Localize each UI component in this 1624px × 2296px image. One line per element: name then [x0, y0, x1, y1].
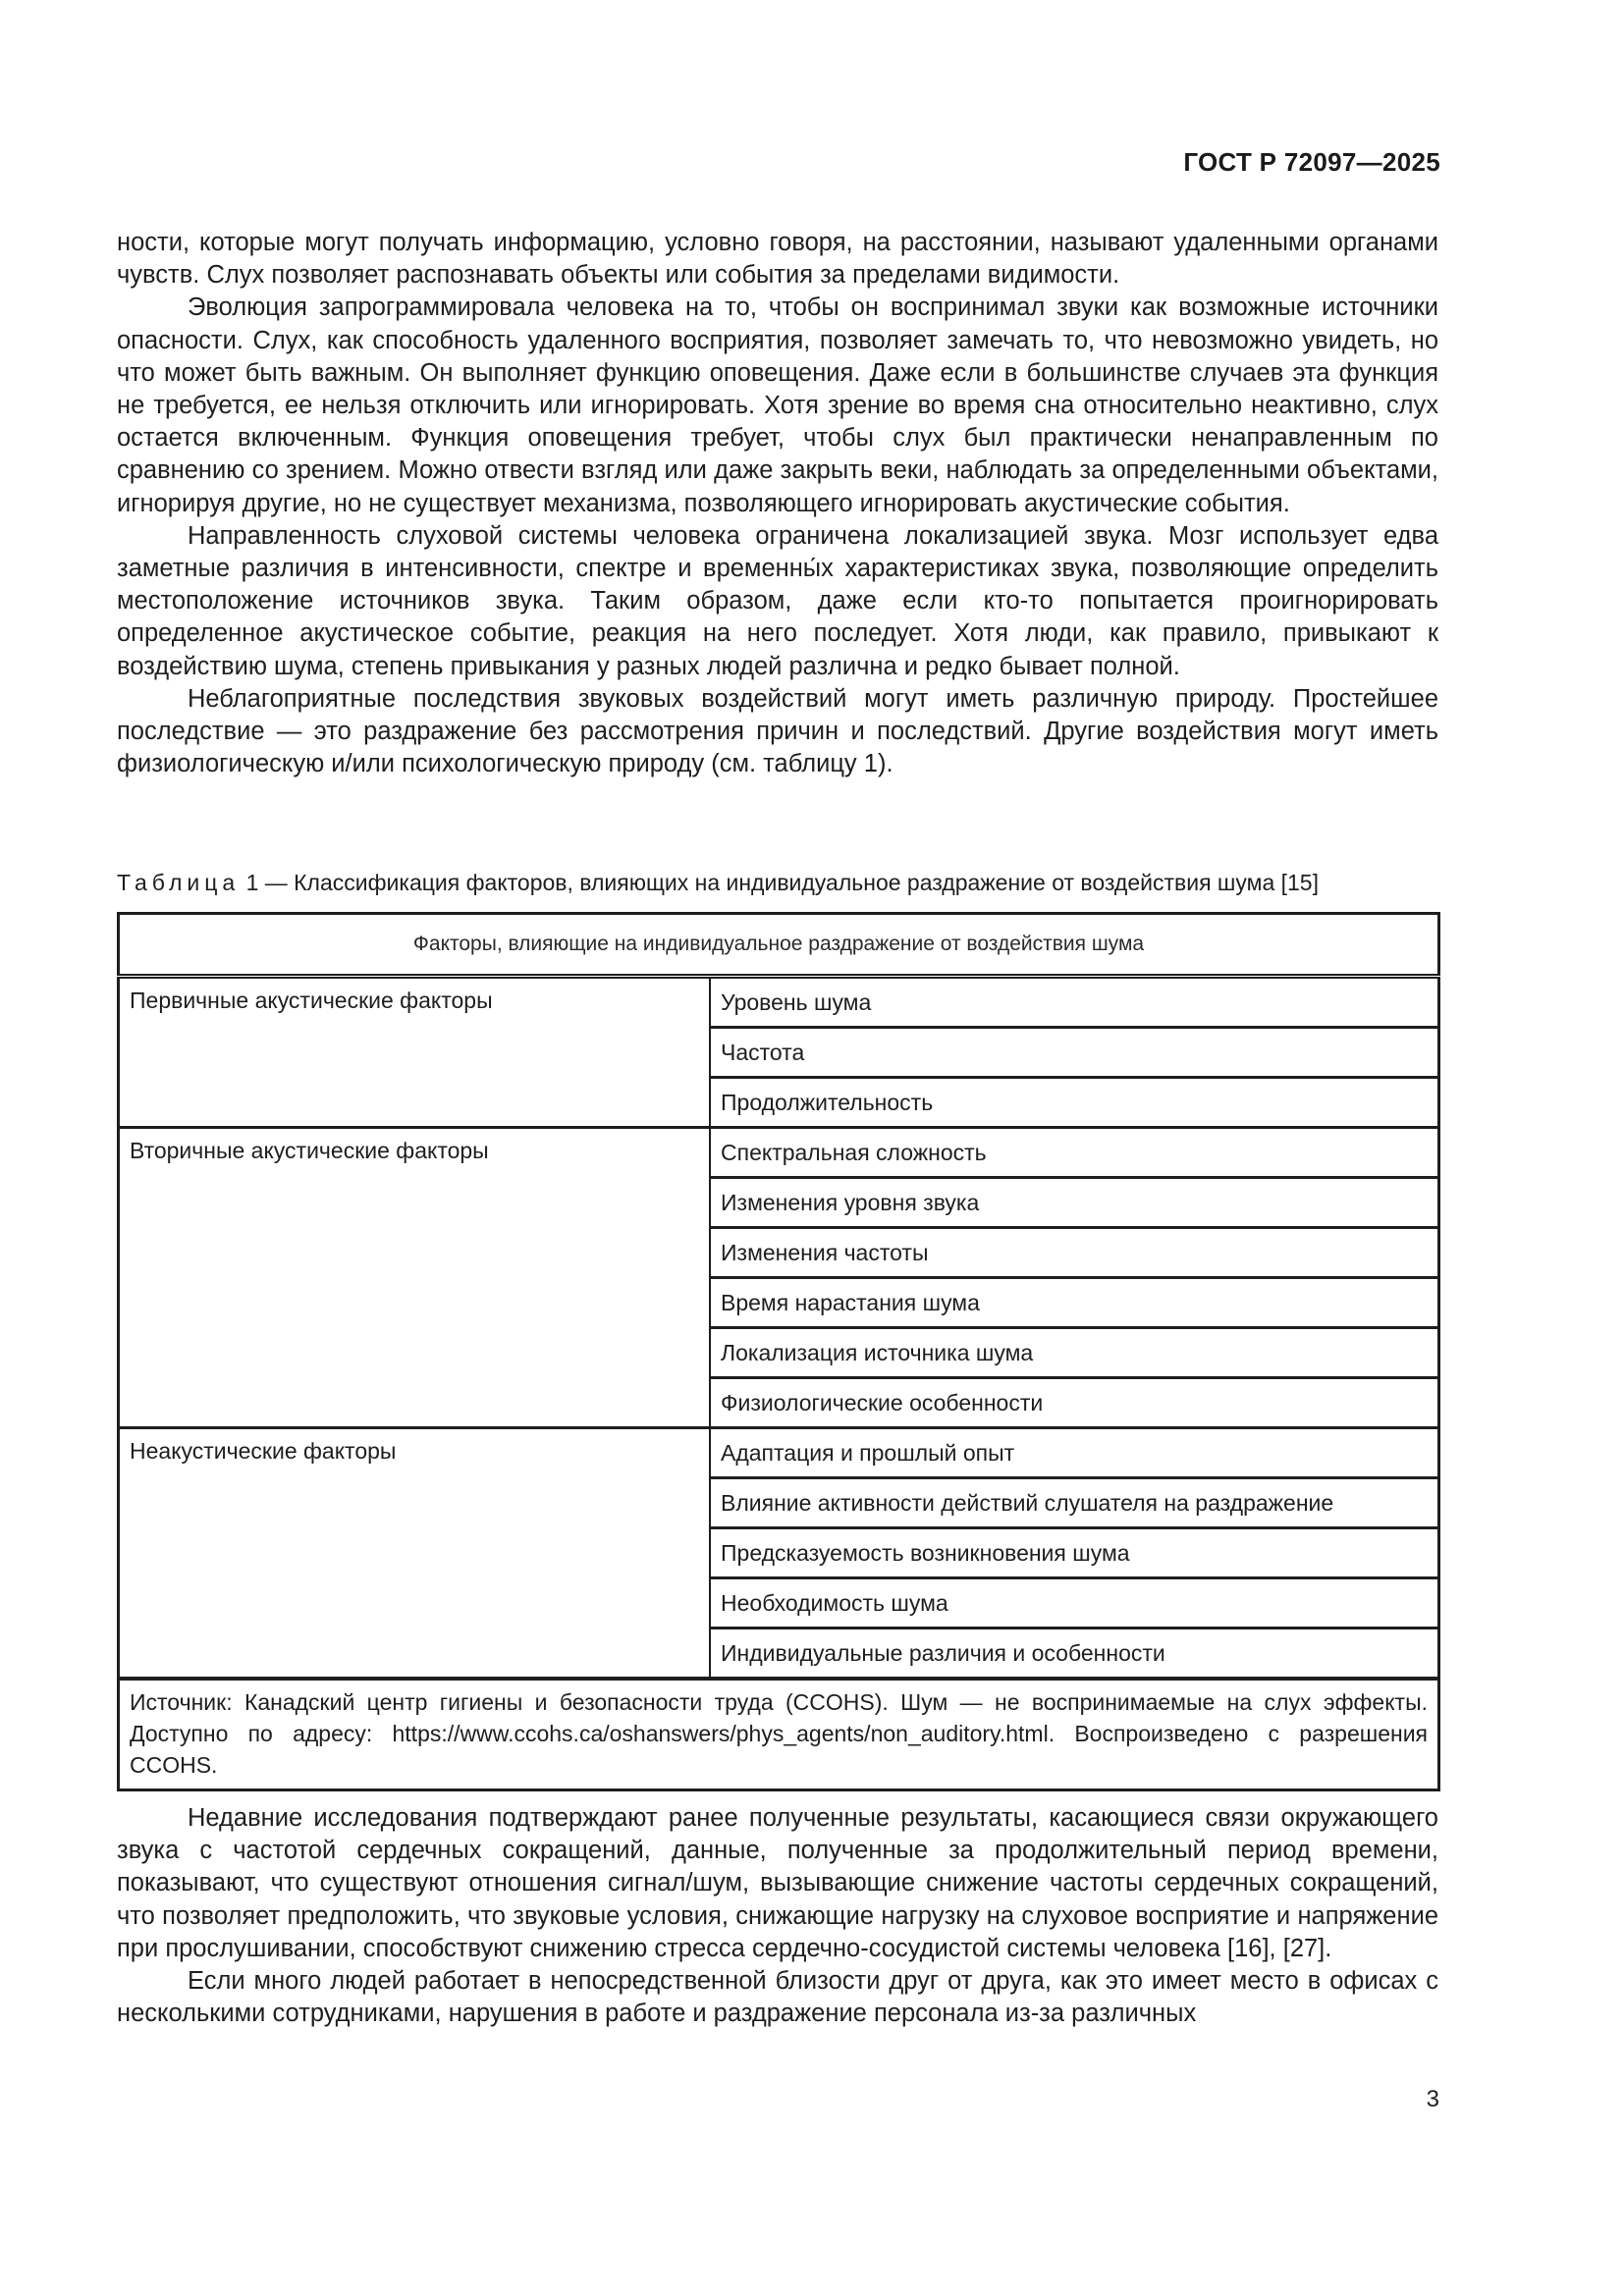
factor-item: Частота — [710, 1028, 1439, 1078]
factors-table — [117, 912, 1440, 1791]
table-row — [119, 977, 1439, 1028]
table-caption — [117, 868, 1438, 897]
factor-item: Влияние активности действий слушателя на раздражение — [710, 1478, 1439, 1528]
table-row — [119, 1128, 1439, 1178]
factor-item: Локализация источника шума — [710, 1328, 1439, 1378]
paragraph: Если много людей работает в непосредственной близости друг от друга, как это имеет место в офисах с несколькими сотрудниками, нарушения в работе и раздражение персонала из-за различных — [117, 1967, 1438, 2028]
factor-item: Физиологические особенности — [710, 1378, 1439, 1428]
group-name: Первичные акустические факторы — [119, 977, 711, 1128]
factor-item: Уровень шума — [710, 977, 1439, 1028]
factor-item: Адаптация и прошлый опыт — [710, 1428, 1439, 1478]
group-name: Вторичные акустические факторы — [119, 1128, 711, 1428]
paragraph: Эволюция запрограммировала человека на то, чтобы он воспринимал звуки как возможные источники опасности. Слух, как способность удаленного восприятия, позволяет замечать то, что невозможно увидеть, но что может быть важным. Он выполняет функцию оповещения. Даже если в большинстве случаев эта функция не требуется, ее нельзя отключить или игнорировать. Хотя зрение во время сна относительно неактивно, слух остается включенным. Функция оповещения требует, чтобы слух был практически ненаправленным по сравнению со зрением. Можно отвести взгляд или даже закрыть веки, наблюдать за определенными объектами, игнорируя другие, но не существует механизма, позволяющего игнорировать акустические события. — [117, 294, 1438, 517]
factor-item: Изменения уровня звука — [710, 1178, 1439, 1228]
table-source-note: Источник: Канадский центр гигиены и безопасности труда (CCOHS). Шум — не воспринимаемые на слух эффекты. Доступно по адресу: https://www.ccohs.ca/oshanswers/phys_agents/non_auditory.html. Воспроизведено с разрешения CCOHS. — [119, 1679, 1439, 1790]
factor-item: Предсказуемость возникновения шума — [710, 1528, 1439, 1578]
table-row — [119, 1428, 1439, 1478]
factor-item: Спектральная сложность — [710, 1128, 1439, 1178]
factor-item: Индивидуальные различия и особенности — [710, 1629, 1439, 1680]
factor-item: Продолжительность — [710, 1078, 1439, 1128]
factor-item: Изменения частоты — [710, 1228, 1439, 1278]
paragraph: ности, которые могут получать информацию, условно говоря, на расстоянии, называют удаленными органами чувств. Слух позволяет распознавать объекты или события за пределами видимости. — [117, 229, 1438, 290]
factor-item: Необходимость шума — [710, 1578, 1439, 1629]
body-text-top — [117, 227, 1438, 780]
table-header: Факторы, влияющие на индивидуальное раздражение от воздействия шума — [119, 914, 1439, 977]
page-number: 3 — [1426, 2086, 1439, 2112]
group-name: Неакустические факторы — [119, 1428, 711, 1680]
body-text-bottom — [117, 1802, 1438, 2030]
document-standard-id: ГОСТ Р 72097—2025 — [1183, 147, 1440, 177]
paragraph: Направленность слуховой системы человека ограничена локализацией звука. Мозг использует едва заметные различия в интенсивности, спектре и временны́х характеристиках звука, позволяющие определить местоположение источников звука. Таким образом, даже если кто-то попытается проигнорировать определенное акустическое событие, реакция на него последует. Хотя люди, как правило, привыкают к воздействию шума, степень привыкания у разных людей различна и редко бывает полной. — [117, 521, 1438, 680]
paragraph: Неблагоприятные последствия звуковых воздействий могут иметь различную природу. Простейшее последствие — это раздражение без рассмотрения причин и последствий. Другие воздействия могут иметь физиологическую и/или психологическую природу (см. таблицу 1). — [117, 684, 1438, 778]
paragraph: Недавние исследования подтверждают ранее полученные результаты, касающиеся связи окружающего звука с частотой сердечных сокращений, данные, полученные за продолжительный период времени, показывают, что существуют отношения сигнал/шум, вызывающие снижение частоты сердечных сокращений, что позволяет предположить, что звуковые условия, снижающие нагрузку на слуховое восприятие и напряжение при прослушивании, способствуют снижению стресса сердечно-сосудистой системы человека [16], [27]. — [117, 1804, 1438, 1962]
table-caption-text: 1 — Классификация факторов, влияющих на индивидуальное раздражение от воздействия шума [15] — [240, 870, 1319, 895]
factor-item: Время нарастания шума — [710, 1278, 1439, 1328]
table-caption-label: Таблица — [117, 870, 241, 895]
